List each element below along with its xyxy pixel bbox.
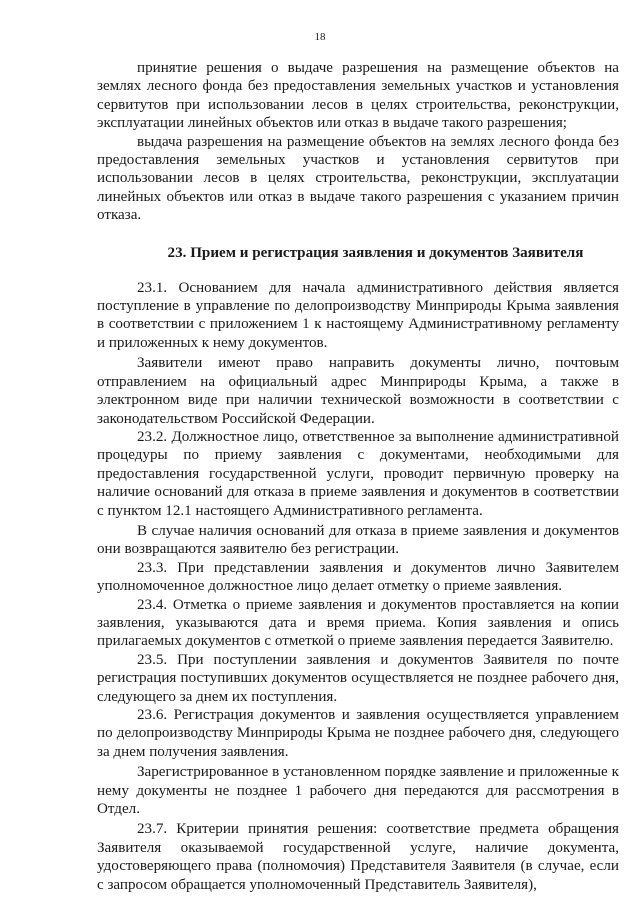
- page-number: 18: [314, 31, 326, 43]
- section-heading: 23. Прием и регистрация заявления и документов Заявителя: [167, 244, 584, 261]
- paragraph: 23.2. Должностное лицо, ответственное за выполнение административной процедуры по приему заявления с документами, необходимыми для предоставления государственной услуги, проводит первичную проверку на наличие оснований для отказа в приеме заявления и документов в соответствии с пунктом 12.1 настоящего Административного регламента.: [97, 428, 619, 519]
- paragraph: 23.5. При поступлении заявления и документов Заявителя по почте регистрация поступивших документов осуществляется не позднее рабочего дня, следующего за днем их поступления.: [97, 651, 619, 705]
- paragraph: 23.1. Основанием для начала административного действия является поступление в управление по делопроизводству Минприроды Крыма заявления в соответствии с приложением 1 к настоящему Административному регламенту и приложенных к нему документов.: [97, 279, 619, 351]
- paragraph: выдача разрешения на размещение объектов на землях лесного фонда без предоставления земельных участков и установления сервитутов при использовании лесов в целях строительства, реконструкции, эксплуатации линейных объектов или отказ в выдаче такого разрешения с указанием причин отказа.: [97, 133, 619, 224]
- paragraph: 23.4. Отметка о приеме заявления и документов проставляется на копии заявления, указываются дата и время приема. Копия заявления и опись прилагаемых документов с отметкой о приеме заявления передается Заявителю.: [97, 596, 619, 650]
- paragraph: 23.7. Критерии принятия решения: соответствие предмета обращения Заявителя оказываемой государственной услуге, наличие документа, удостоверяющего права (полномочия) Представителя Заявителя (в случае, если с запросом обращается уполномоченный Представитель Заявителя),: [97, 821, 619, 893]
- paragraph: 23.3. При представлении заявления и документов лично Заявителем уполномоченное должностное лицо делает отметку о приеме заявления.: [97, 559, 619, 595]
- paragraph: В случае наличия оснований для отказа в приеме заявления и документов они возвращаются заявителю без регистрации.: [97, 522, 619, 558]
- document-body: [97, 59, 619, 894]
- paragraph: Зарегистрированное в установленном порядке заявление и приложенные к нему документы не позднее 1 рабочего дня передаются для рассмотрения в Отдел.: [97, 764, 619, 818]
- paragraph: Заявители имеют право направить документы лично, почтовым отправлением на официальный адрес Минприроды Крыма, а также в электронном виде при наличии технической возможности в соответствии с законодательством Российской Федерации.: [97, 355, 619, 427]
- paragraph: 23.6. Регистрация документов и заявления осуществляется управлением по делопроизводству Минприроды Крыма не позднее рабочего дня, следующего за днем получения заявления.: [97, 707, 619, 760]
- paragraph: принятие решения о выдаче разрешения на размещение объектов на землях лесного фонда без предоставления земельных участков и установления сервитутов при использовании лесов в целях строительства, реконструкции, эксплуатации линейных объектов или отказ в выдаче такого разрешения;: [97, 60, 619, 132]
